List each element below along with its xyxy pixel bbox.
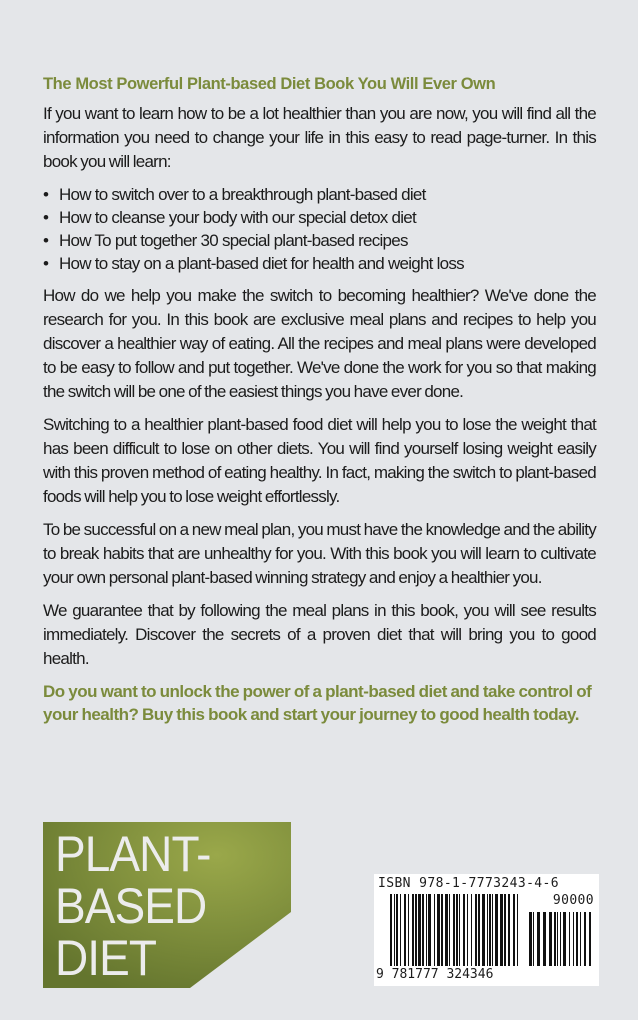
barcode-bar [533,912,534,966]
call-to-action: Do you want to unlock the power of a plant-based diet and take control of your health? Buy this book and start your journey to good health today. [43,682,592,724]
barcode-bar [478,894,480,966]
barcode-bar [471,894,472,966]
barcode-bar [482,894,485,966]
barcode-bar [453,894,455,966]
barcode-bar [580,912,581,966]
barcode-bar [422,894,424,966]
barcode-number: 9 781777 324346 [376,967,494,982]
barcode-bar [500,894,503,966]
barcode-bar [508,894,510,966]
list-item [43,252,596,275]
bullet-icon: • [43,254,49,273]
barcode-bar [584,912,586,966]
barcode-bar [573,912,574,966]
barcode-bar [475,894,477,966]
barcode-bar [560,912,561,966]
logo-line: PLANT- [55,826,211,882]
barcode-bar [396,894,398,966]
bullet-icon: • [43,208,49,227]
barcode-bar [589,912,591,966]
barcode-bar [390,894,392,966]
barcode-bar [456,894,458,966]
price-code: 90000 [552,893,594,908]
barcode-bar [504,894,506,966]
barcode-bar [495,894,498,966]
intro-paragraph: If you want to learn how to be a lot healthier than you are now, you will find all the information you need to change your life in this easy to read page-turner. In this book you will learn: [43,104,596,171]
barcode-bar [563,912,566,966]
barcode-bar [404,894,406,966]
barcode-bar [408,894,409,966]
barcode-bar [543,912,546,966]
barcode-bar [569,912,570,966]
barcode-bar [415,894,417,966]
barcode-bar [529,912,532,966]
body-paragraph: Switching to a healthier plant-based food diet will help you to lose the weight that has been difficult to lose on other diets. You will find yourself losing weight easily with this proven method of eating healthy. In fact, making the switch to plant-based foods will help you to lose weight effortlessly. [43,415,596,506]
isbn-barcode [374,874,599,986]
barcode-bar [394,894,395,966]
body-paragraph: How do we help you make the switch to becoming healthier? We've done the research for you. In this book are exclusive meal plans and recipes to help you discover a healthier way of eating. All the recipes and meal plans were developed to be easy to follow and put together. We've done the work for you so that making the switch will be one of the easiest things you have ever done. [43,286,596,401]
barcode-bar [437,894,440,966]
logo-line: DIET [55,930,157,986]
plant-based-diet-logo [43,822,291,988]
barcode-bar [487,894,488,966]
barcode-bar [441,894,443,966]
barcode-bar [467,894,468,966]
barcode-bar [557,912,558,966]
barcode-bar [463,894,465,966]
bullet-list [43,183,596,275]
body-paragraph: We guarantee that by following the meal plans in this book, you will see results immediately. Discover the secrets of a proven diet that will bring you to good health. [43,601,596,668]
barcode-bar [449,894,450,966]
list-item [43,183,596,206]
barcode-bar [459,894,460,966]
barcode-bar [489,894,491,966]
barcode-bar [428,894,431,966]
barcode-bar [549,912,552,966]
barcode-bar [434,894,435,966]
barcode-bar [554,912,556,966]
list-item-text: How to switch over to a breakthrough plant-based diet [59,185,426,204]
barcode-bar [412,894,414,966]
logo-line: BASED [55,878,207,934]
barcode-bar [400,894,401,966]
back-cover-text [43,74,596,726]
barcode-bar [492,894,493,966]
barcode-bar [426,894,427,966]
barcode-bar [445,894,448,966]
bullet-icon: • [43,231,49,250]
logo-text [55,828,211,984]
barcode-bar [517,894,518,966]
list-item-text: How to stay on a plant-based diet for health and weight loss [59,254,464,273]
barcode-bar [418,894,421,966]
list-item-text: How to cleanse your body with our special detox diet [59,208,416,227]
barcode-bar [537,912,540,966]
list-item [43,206,596,229]
body-paragraph: To be successful on a new meal plan, you must have the knowledge and the ability to break habits that are unhealthy for you. With this book you will learn to cultivate your own personal plant-based winning strategy and enjoy a healthier you. [43,520,596,587]
barcode-bar [513,894,515,966]
isbn-text: ISBN 978-1-7773243-4-6 [378,876,559,891]
bullet-icon: • [43,185,49,204]
list-item [43,229,596,252]
barcode-bar [576,912,578,966]
heading: The Most Powerful Plant-based Diet Book You Will Ever Own [43,75,496,93]
list-item-text: How To put together 30 special plant-based recipes [59,231,408,250]
